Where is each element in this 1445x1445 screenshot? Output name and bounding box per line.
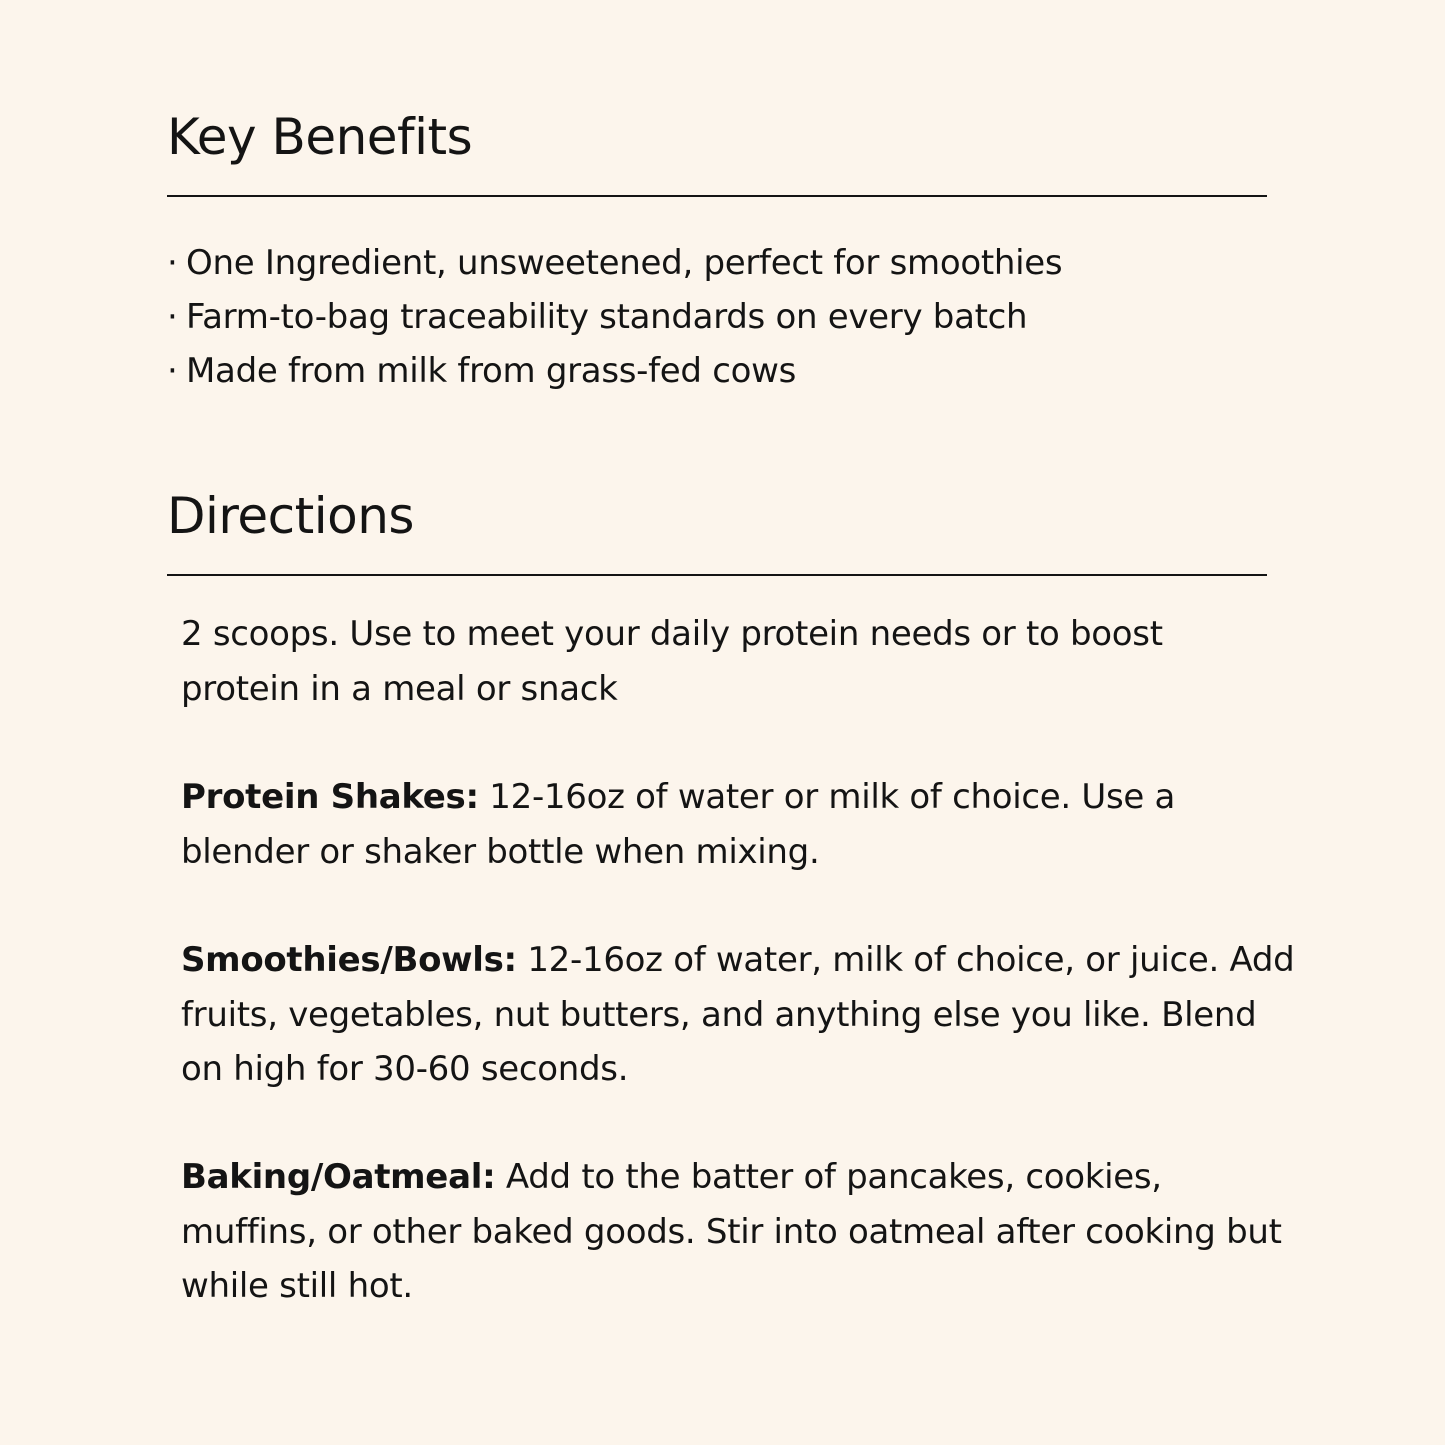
directions-divider: [167, 574, 1267, 576]
bullet-icon: ·: [167, 351, 178, 391]
bullet-icon: ·: [167, 243, 178, 283]
directions-heading: Directions: [167, 487, 414, 545]
direction-label: Smoothies/Bowls:: [181, 940, 517, 980]
direction-baking-oatmeal: [181, 1150, 1301, 1314]
direction-label: Protein Shakes:: [181, 777, 479, 817]
benefit-text: Made from milk from grass-fed cows: [186, 351, 797, 391]
direction-text: 12-16oz of water or milk of choice. Use a blender or shaker bottle when mixing.: [181, 777, 1176, 872]
benefit-item: [167, 290, 1062, 344]
direction-protein-shakes: [181, 770, 1191, 879]
direction-text: Add to the batter of pancakes, cookies, muffins, or other baked goods. Stir into oatmeal after cooking but while still hot.: [181, 1157, 1282, 1306]
directions-intro: 2 scoops. Use to meet your daily protein needs or to boost protein in a meal or snack: [181, 614, 1163, 709]
key-benefits-heading: Key Benefits: [167, 108, 473, 166]
key-benefits-list: [167, 236, 1062, 398]
direction-label: Baking/Oatmeal:: [181, 1157, 496, 1197]
bullet-icon: ·: [167, 297, 178, 337]
direction-smoothies-bowls: [181, 933, 1301, 1097]
direction-text: 12-16oz of water, milk of choice, or juice. Add fruits, vegetables, nut butters, and anything else you like. Blend on high for 30-60 seconds.: [181, 940, 1295, 1089]
benefit-text: One Ingredient, unsweetened, perfect for smoothies: [186, 243, 1063, 283]
benefit-text: Farm-to-bag traceability standards on every batch: [186, 297, 1028, 337]
benefit-item: [167, 344, 1062, 398]
benefit-item: [167, 236, 1062, 290]
key-benefits-divider: [167, 195, 1267, 197]
